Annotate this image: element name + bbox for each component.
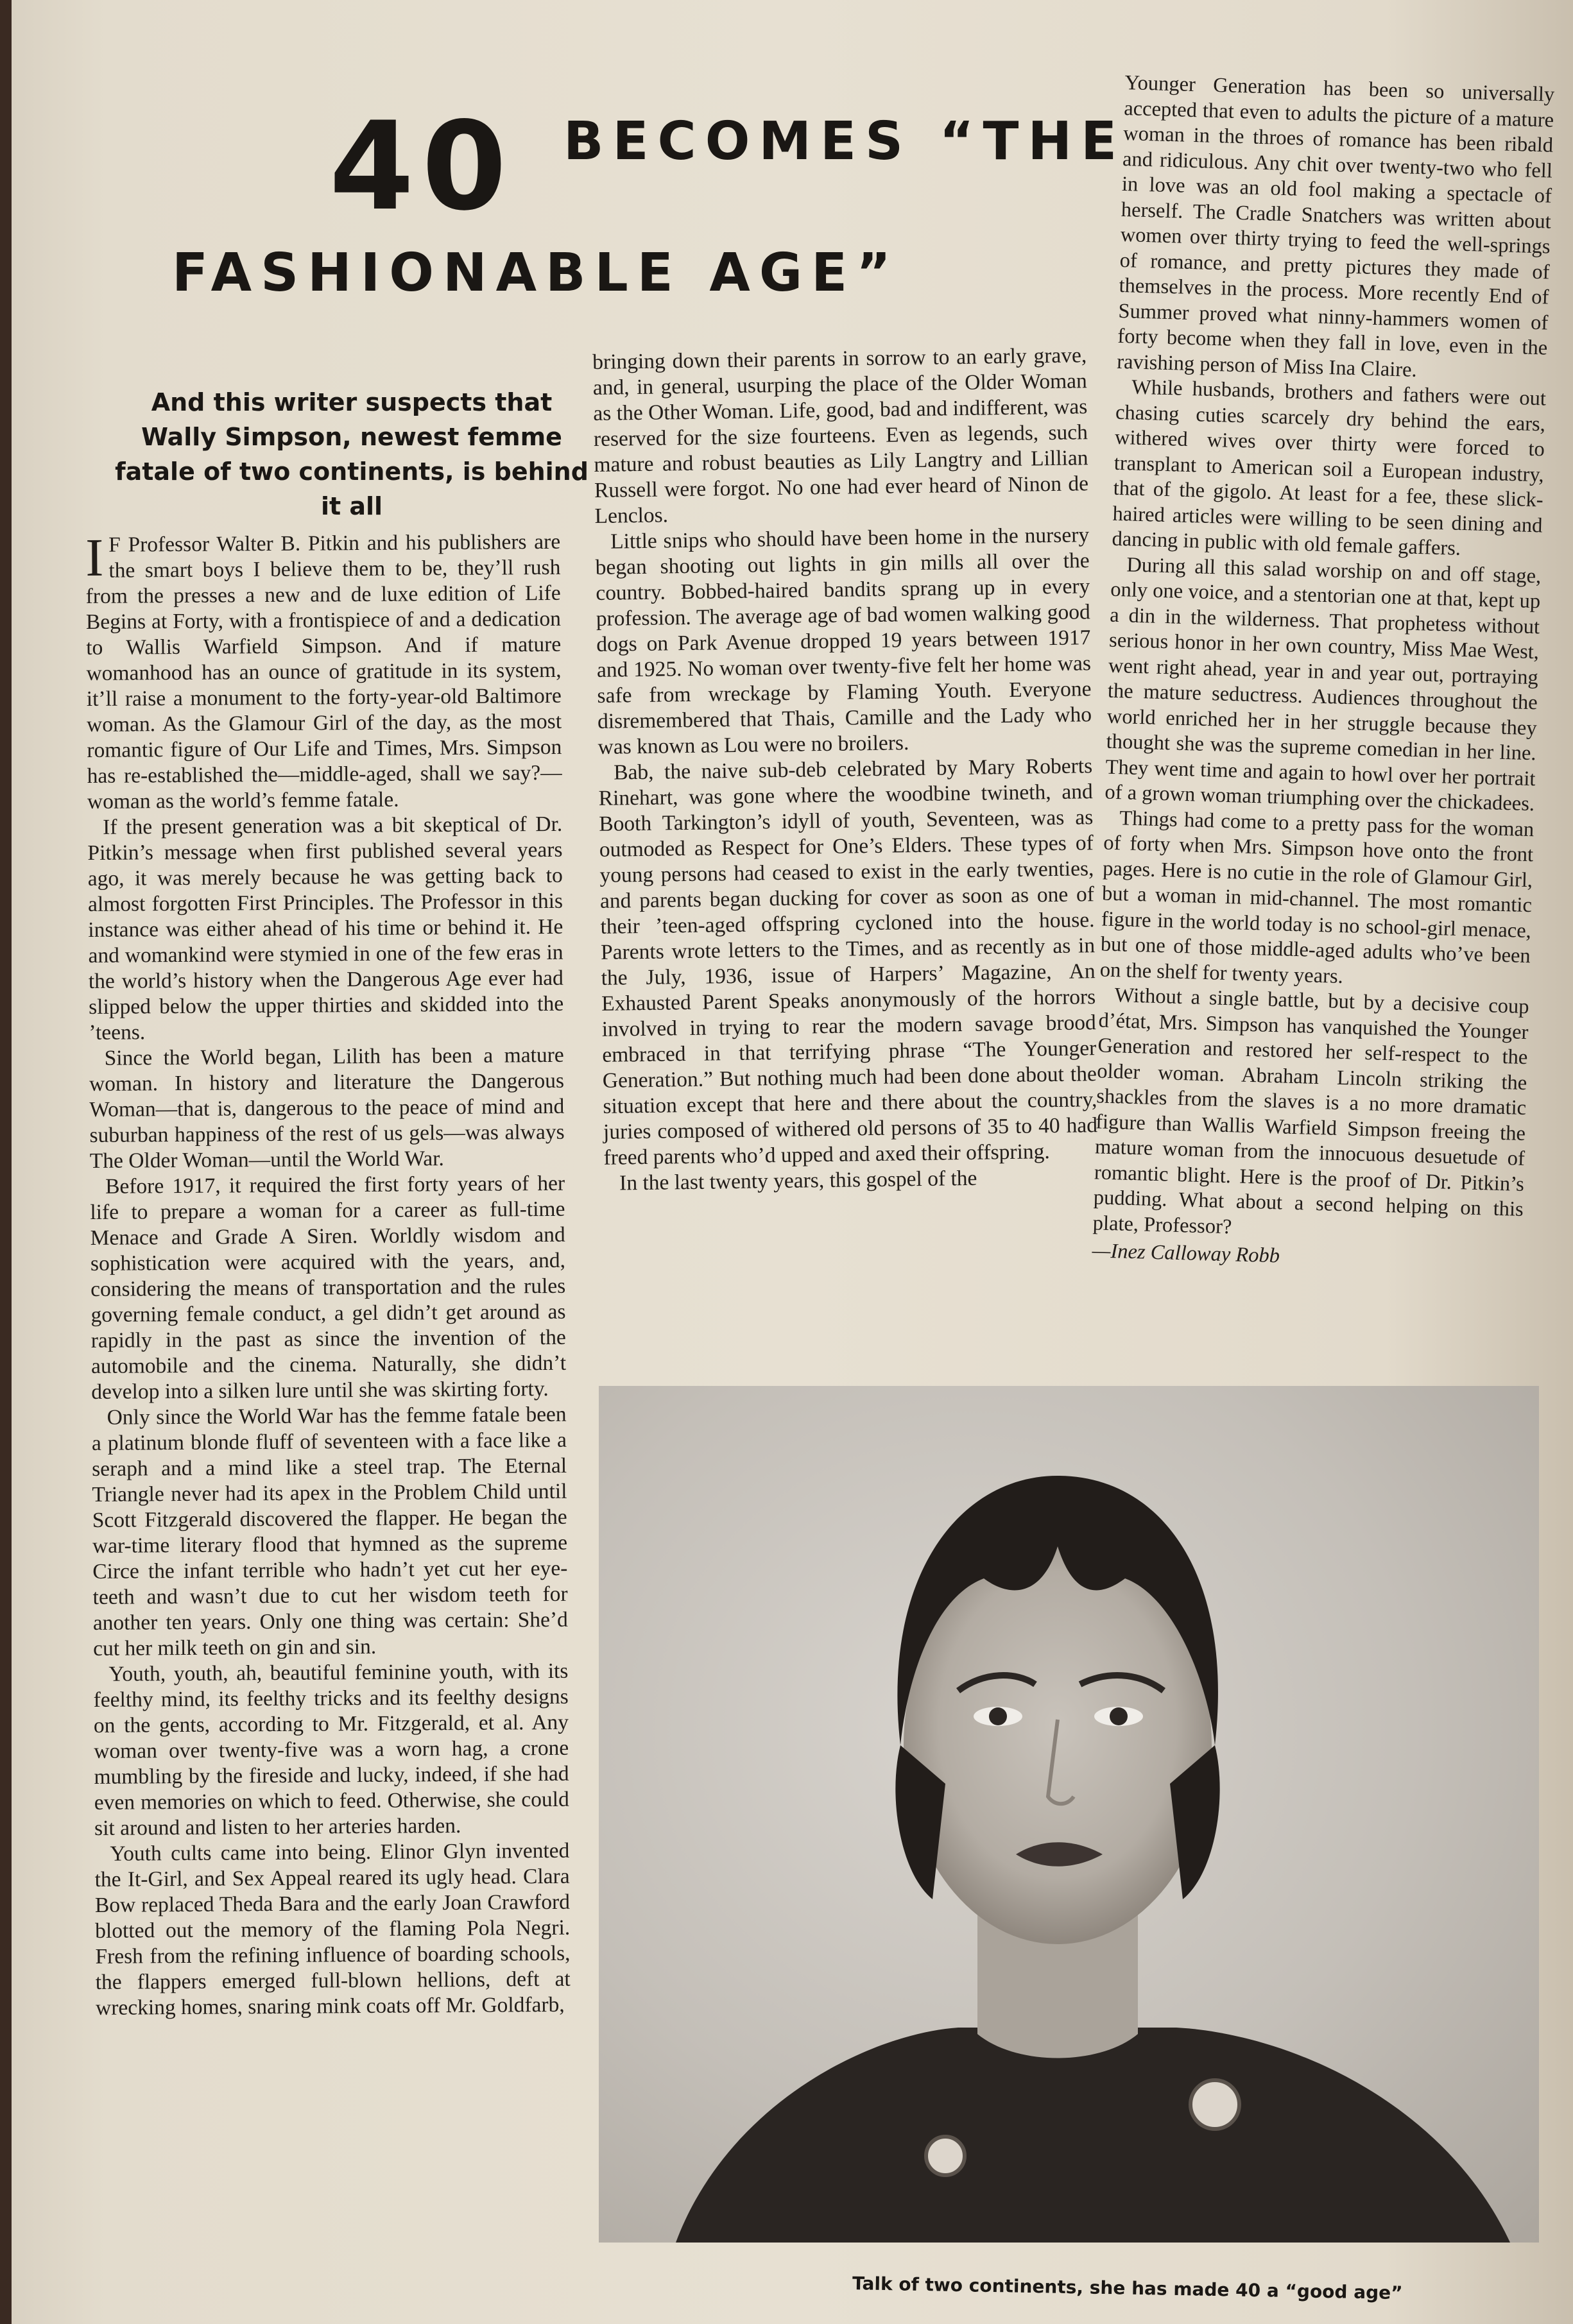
headline-line-1: BECOMES “THE	[563, 111, 1126, 172]
paragraph: bringing down their parents in sorrow to an early grave, and, in general, usurping the place of the Older Woman as the Other Woman. Life, good, bad and indifferent, was reserved for the size fourteens. Even as legends, such mature and robust beauties as Lily Langtry and Lillian Russell were forgot. No one had ever heard of Ninon de Lenclos.	[592, 343, 1089, 528]
headline-number: 40	[329, 96, 515, 237]
paragraph: Since the World began, Lilith has been a mature woman. In history and literature the Dangerous Woman—that is, dangerous to the peace of mind and suburban happiness of the rest of us gels—was always The Older Woman—until the World War.	[89, 1043, 565, 1173]
paragraph: Youth cults came into being. Elinor Glyn invented the It-Girl, and Sex Appeal reared its ugly head. Clara Bow replaced Theda Bara and the early Joan Crawford blotted out the memory of the flaming Pola Negri. Fresh from the refining influence of boarding schools, the flappers emerged full-blown hellions, deft at wrecking homes, snaring mink coats off Mr. Goldfarb,	[94, 1838, 571, 2020]
magazine-page	[12, 0, 1573, 2324]
paragraph: Little snips who should have been home in the nursery began shooting out lights in gin mills all over the country. Bobbed-haired bandits sprang up in every profession. The average age of bad women walking good dogs on Park Avenue dropped 19 years between 1917 and 1925. No woman over twenty-five felt her home was safe from wreckage by Flaming Youth. Everyone disremembered that Thais, Camille and the Lady who was known as Lou were no broilers.	[595, 523, 1092, 759]
paragraph: While husbands, brothers and fathers were out chasing cuties scarcely dry behind the ears, withered wives over thirty were forced to transplant to American soil a European industry, that of the gigolo. At least for a fee, these slick-haired articles were willing to be seen dining and dancing in public with old female gaffers.	[1112, 375, 1547, 560]
deck-subheading: And this writer suspects that Wally Simpson, newest femme fatale of two continents, is behind it all	[115, 388, 589, 520]
paragraph: Bab, the naive sub-deb celebrated by Mary Roberts Rinehart, was gone where the woodbine twineth, and Booth Tarkington’s idyll of youth, Seventeen, was as outmoded as Respect for One’s Elders. These types of young persons had ceased to exist in the early twenties, and parents began ducking for cover as soon as one of their ’teen-aged offspring cycloned into the house. Parents wrote letters to the Times, and as recently as in the July, 1936, issue of Harpers’ Magazine, An Exhausted Parent Speaks anonymously of the horrors involved in trying to rear the modern savage brood embraced in that terrifying phrase “The Younger Generation.” But nothing much had been done about the situation except that here and there about the country, juries composed of withered old persons of 35 to 40 had freed parents who’d upped and axed their offspring.	[598, 754, 1098, 1170]
paragraph: Without a single battle, but by a decisive coup d’état, Mrs. Simpson has vanquished the Younger Generation and restored her self-respect to the older woman. Abraham Lincoln striking the shackles from the slaves is a no more dramatic figure than Wallis Warfield Simpson freeing the mature woman from the innocuous desuetude of romantic blight. Here is the proof of Dr. Pitkin’s pudding. What about a second helping on this plate, Professor?	[1092, 984, 1530, 1238]
author-byline: —Inez Calloway Robb	[1092, 1239, 1280, 1268]
paragraph: Only since the World War has the femme fatale been a platinum blonde fluff of seventeen with a face like a seraph and a mind like a steel trap. The Eternal Triangle never had its apex in the Problem Child until Scott Fitzgerald discovered the flapper. He began the war-time literary flood that hymned as the supreme Circe the infant terrible who hadn’t yet cut her eye-teeth and wasn’t due to cut her wisdom teeth for another ten years. Only one thing was certain: She’d cut her milk teeth on gin and sin.	[91, 1402, 568, 1661]
article-column-3	[1092, 71, 1555, 1276]
article-column-2	[592, 343, 1098, 1197]
article-column-1	[85, 529, 571, 2021]
paragraph: In the last twenty years, this gospel of the	[619, 1166, 977, 1195]
photo-caption: Talk of two continents, she has made 40 a “good age”	[852, 2273, 1403, 2304]
paragraph: Things had come to a pretty pass for the woman of forty when Mrs. Simpson hove onto the front pages. Here is no cutie in the role of Glamour Girl, but a woman in mid-channel. The most romantic figure in the world today is no school-girl menace, but one of those middle-aged adults who’ve been on the shelf for twenty years.	[1099, 806, 1534, 988]
paragraph: If the present generation was a bit skeptical of Dr. Pitkin’s message when first published several years ago, it was merely because he was getting back to almost forgotten First Principles. The Professor in this instance was either ahead of his time or behind it. He and womankind were stymied in one of the few eras in the world’s history when the Dangerous Age ever had slipped below the upper thirties and skidded into the ’teens.	[87, 812, 564, 1045]
portrait-illustration	[599, 1386, 1539, 2243]
drop-cap: I	[85, 527, 104, 588]
headline-line-2: FASHIONABLE AGE”	[172, 243, 900, 303]
paragraph: Before 1917, it required the first forty years of her life to prepare a woman for a career as full-time Menace and Grade A Siren. Worldly wisdom and sophistication were acquired with the years, and, considering the means of transportation and the rules governing female conduct, a gel didn’t get around as rapidly in the past as since the invention of the automobile and the cinema. Naturally, she didn’t develop into a silken lure until she was skirting forty.	[90, 1171, 567, 1404]
paragraph: Youth, youth, ah, beautiful feminine youth, with its feelthy mind, its feelthy tricks and its feelthy designs on the gents, according to Mr. Fitzgerald, et al. Any woman over twenty-five was a worn hag, a crone mumbling by the fireside and lucky, indeed, if she had even memories on which to feed. Otherwise, she could sit around and listen to her arteries harden.	[93, 1659, 569, 1840]
paragraph: During all this salad worship on and off stage, only one voice, and a stentorian one at that, kept up a din in the wilderness. That prophetess without serious honor in her own country, Miss Mae West, went right ahead, year in and year out, portraying the mature seductress. Audiences throughout the world enriched her in her struggle because they thought she was the supreme comedian in her line. They went time and again to howl over her portrait of a grown woman triumphing over the chickadees.	[1105, 552, 1542, 816]
paragraph: Younger Generation has been so universally accepted that even to adults the picture of a mature woman in the throes of romance has been ribald and ridiculous. Any chit over twenty-two who fell in love was an old fool making a spectacle of herself. The Cradle Snatchers was written about women over thirty trying to feed the well-springs of romance, and pretty pictures they made of themselves in the process. More recently End of Summer proved what ninny-hammers women of forty become when they fall in love, even in the ravishing person of Miss Ina Claire.	[1116, 71, 1555, 382]
portrait-photo	[599, 1386, 1539, 2243]
paragraph: I F Professor Walter B. Pitkin and his publishers are the smart boys I believe them to be, they’ll rush from the presses a new and de luxe edition of Life Begins at Forty, with a frontispiece of and a dedication to Wallis Warfield Simpson. And if mature womanhood has an ounce of gratitude in its system, it’ll raise a monument to the forty-year-old Baltimore woman. As the Glamour Girl of the day, as the most romantic figure of Our Life and Times, Mrs. Simpson has re-established the—middle-aged, shall we say?—woman as the world’s femme fatale.	[85, 527, 562, 814]
